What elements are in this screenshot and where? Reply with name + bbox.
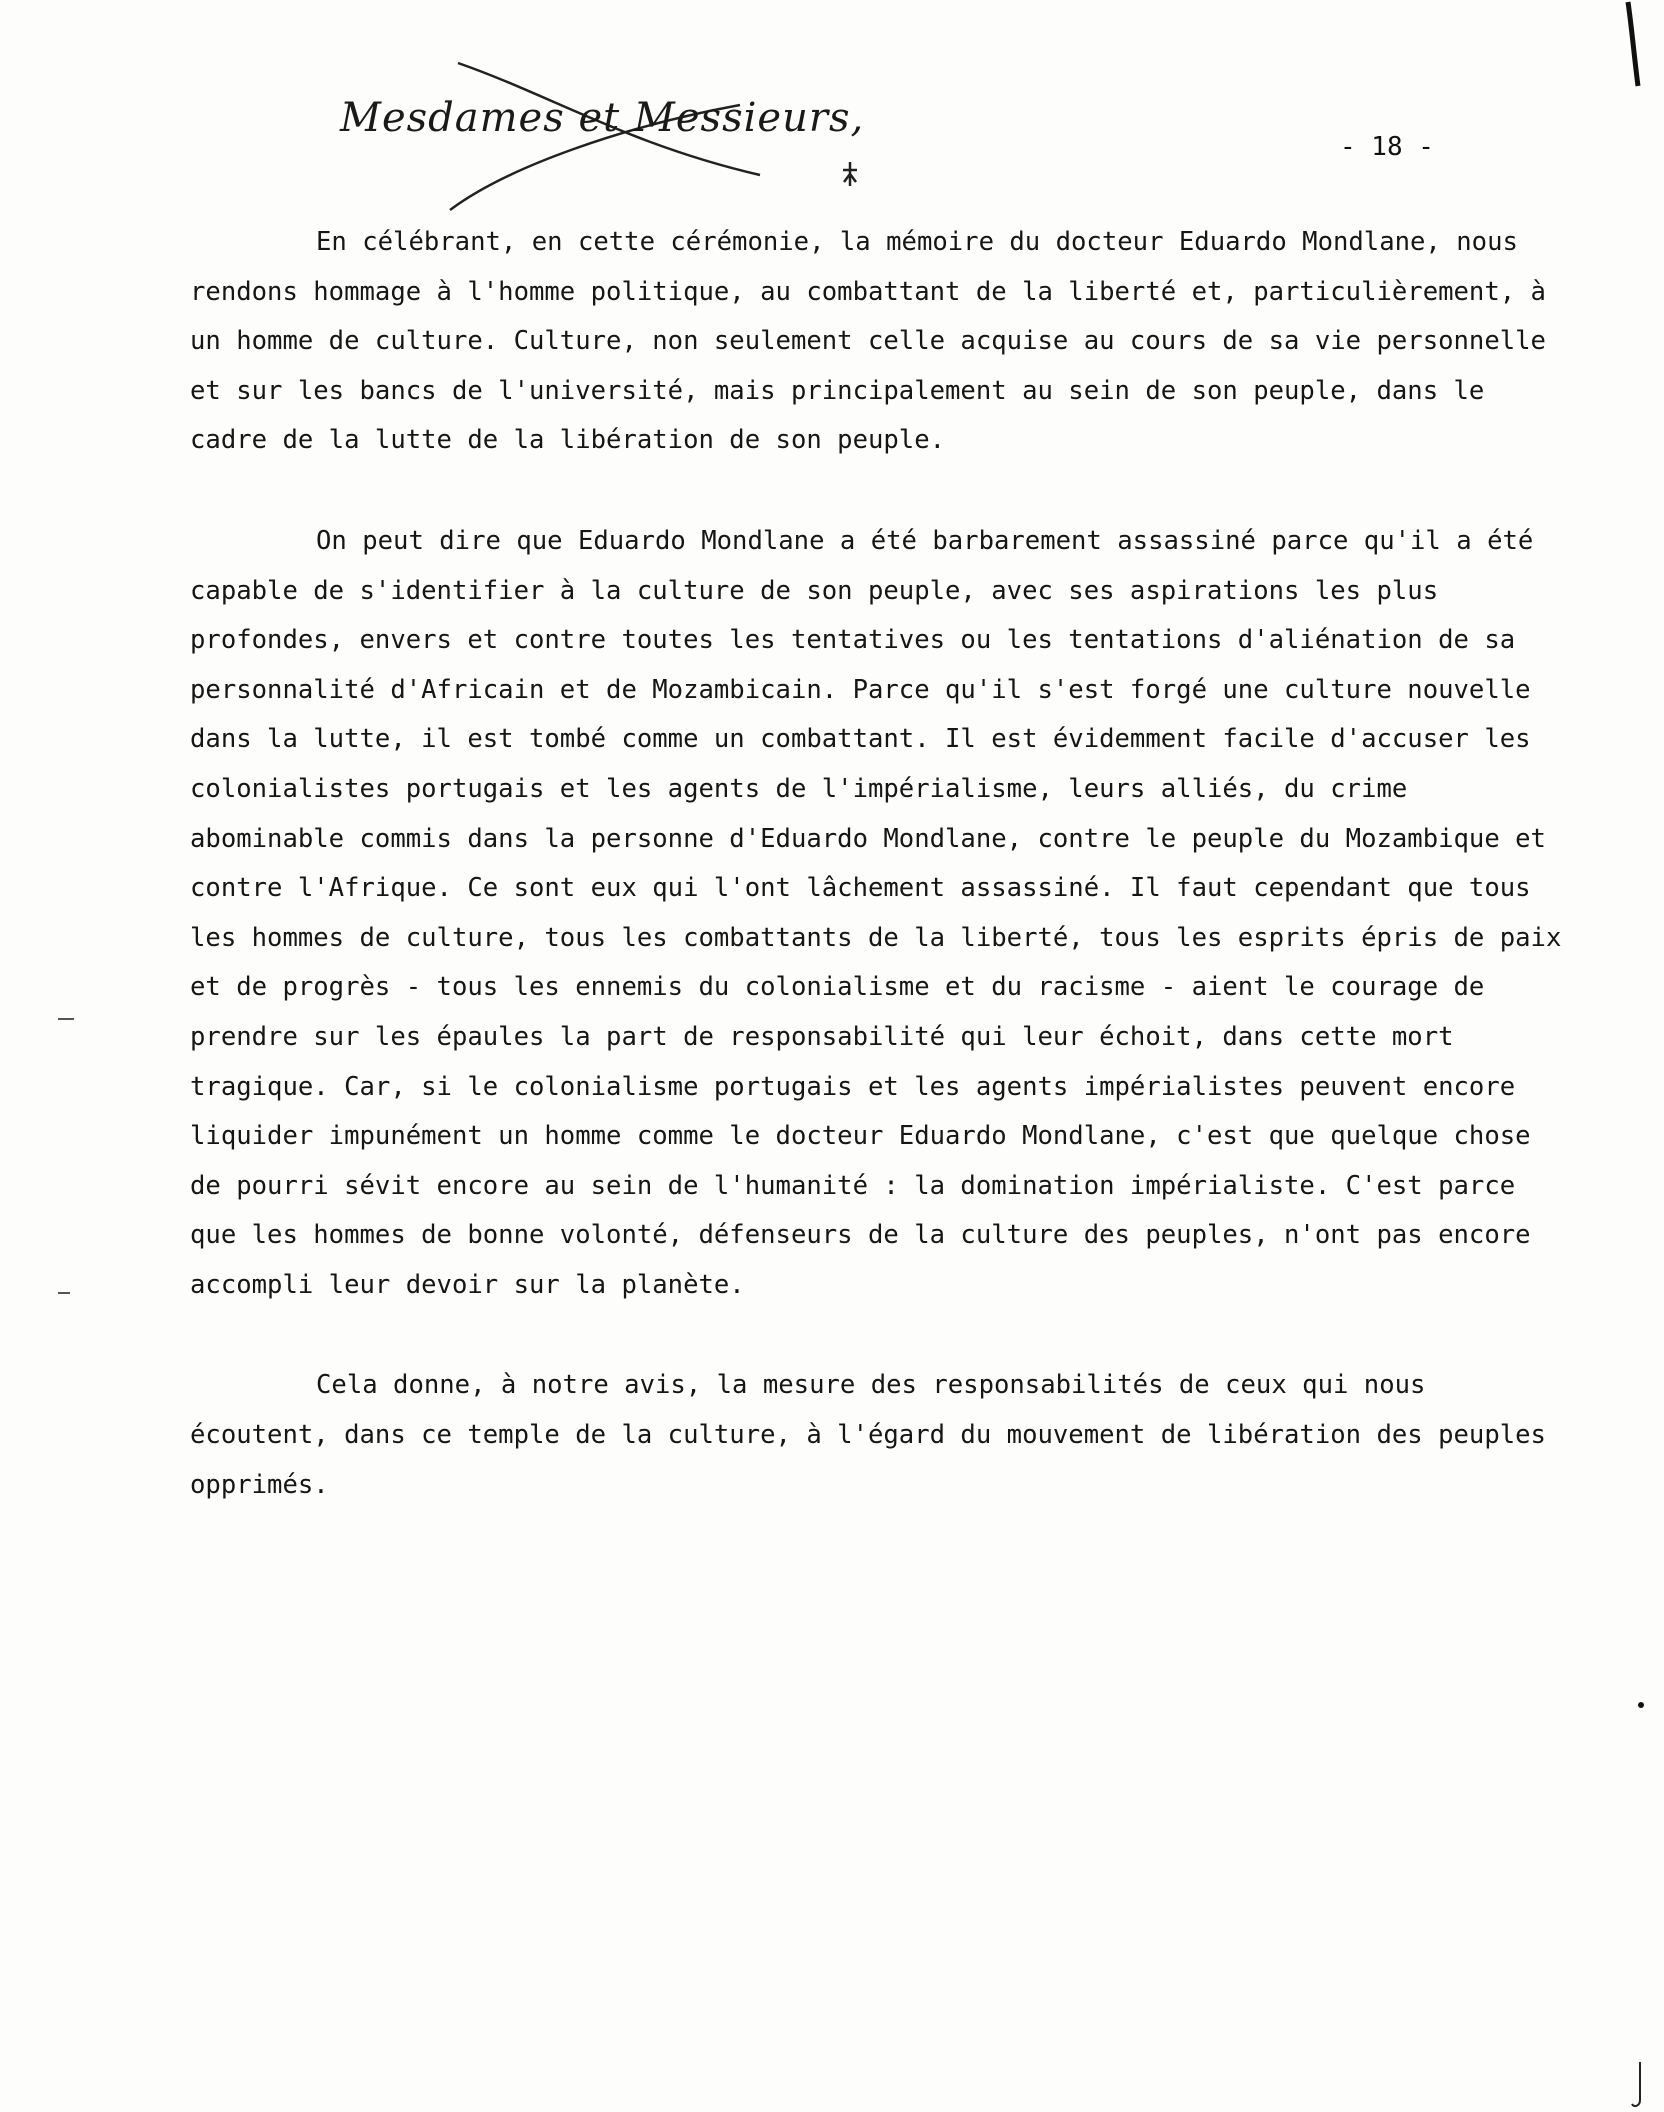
handwritten-salutation: Mesdames et Messieurs, [340,95,865,141]
paragraph-3: Cela donne, à notre avis, la mesure des responsabilités de ceux qui nous écoutent, dans ce temple de la culture, à l'égard du mouvement de libération des peuples opprimés. [190,1370,1546,1500]
bottom-edge-ink-mark [1628,2060,1648,2110]
letter-body [190,218,1570,1561]
paragraph-2: On peut dire que Eduardo Mondlane a été barbarement assassiné parce qu'il a été capable de s'identifier à la culture de son peuple, avec ses aspirations les plus profondes, envers et contre toutes les tentatives ou les tentations d'aliénation de sa personnalité d'Africain et de Mozambicain. Parce qu'il s'est forgé une culture nouvelle dans la lutte, il est tombé comme un combattant. Il est évidemment facile d'accuser les colonialistes portugais et les agents de l'impérialisme, leurs alliés, du crime abominable commis dans la personne d'Eduardo Mondlane, contre le peuple du Mozambique et contre l'Afrique. Ce sont eux qui l'ont lâchement assassiné. Il faut cependant que tous les hommes de culture, tous les combattants de la liberté, tous les esprits épris de paix et de progrès - tous les ennemis du colonialisme et du racisme - aient le courage de prendre sur les épaules la part de responsabilité qui leur échoit, dans cette mort tragique. Car, si le colonialisme portugais et les agents impérialistes peuvent encore liquider impunément un homme comme le docteur Eduardo Mondlane, c'est que quelque chose de pourri sévit encore au sein de l'humanité : la domination impérialiste. C'est parce que les hommes de bonne volonté, défenseurs de la culture des peuples, n'ont pas encore accompli leur devoir sur la planète. [190,525,1562,1300]
margin-dot [1636,1700,1646,1710]
page-number: - 18 - [1340,132,1434,162]
paragraph-1: En célébrant, en cette cérémonie, la mémoire du docteur Eduardo Mondlane, nous rendons hommage à l'homme politique, au combattant de la liberté et, particulièrement, à un homme de culture. Culture, non seulement celle acquise au cours de sa vie personnelle et sur les bancs de l'université, mais principalement au sein de son peuple, dans le cadre de la lutte de la libération de son peuple. [190,227,1546,456]
margin-dash [56,1016,76,1022]
handwritten-insertion-mark [840,160,860,188]
right-edge-ink-mark [1620,0,1650,90]
margin-dash [56,1290,72,1296]
